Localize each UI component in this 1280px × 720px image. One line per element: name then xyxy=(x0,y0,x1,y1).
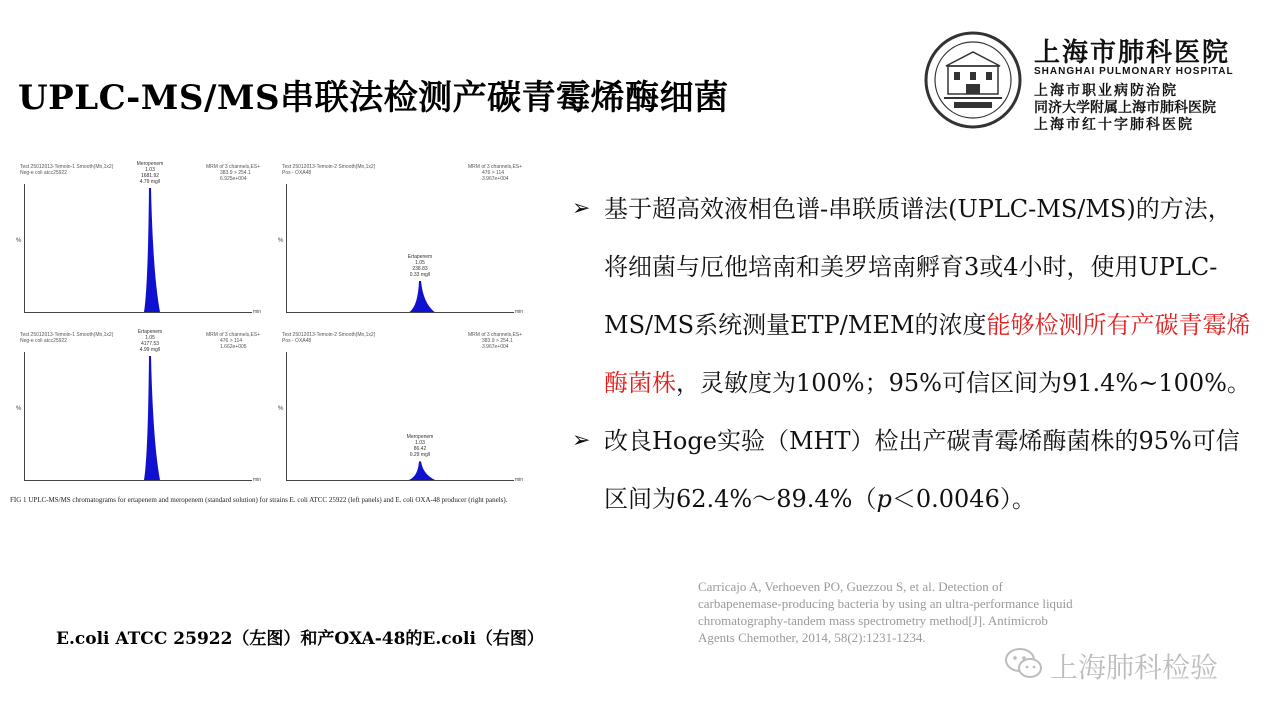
watermark-text: 上海肺科检验 xyxy=(1050,651,1219,684)
panel-header-right-3: 6.925e+004 xyxy=(220,176,247,182)
chromatogram-panel xyxy=(10,328,262,488)
chromatogram-panel xyxy=(272,328,524,488)
hospital-alt-name-2: 同济大学附属上海市肺科医院 xyxy=(1034,100,1216,116)
peak-annotation xyxy=(128,329,172,353)
x-axis-label: min xyxy=(515,309,524,315)
panel-header-left-2: Neg-e coli atcc25922 xyxy=(20,338,67,344)
peak-name: Meropenem xyxy=(136,161,164,167)
panel-header-right-3: 3.967e+004 xyxy=(482,176,509,182)
panel-header-right-2: 383.9 > 254.1 xyxy=(220,170,251,176)
peak-area: 238.83 xyxy=(412,266,428,272)
chromatogram-plot xyxy=(272,160,523,320)
hospital-alt-name-1: 上海市职业病防治院 xyxy=(1034,83,1178,99)
chromatogram-plot xyxy=(272,328,523,488)
wechat-icon xyxy=(1004,646,1044,682)
hospital-seal-icon xyxy=(918,30,1028,130)
y-axis-label: % xyxy=(278,238,284,244)
bullet-text: 基于超高效液相色谱-串联质谱法(UPLC-MS/MS)的方法，将细菌与厄他培南和美罗培南孵育3或4小时，使用UPLC-MS/MS系统测量ETP/MEM的浓度 xyxy=(604,195,1232,339)
peak-name: Meropenem xyxy=(406,434,434,441)
panel-header-right-3: 3.967e+004 xyxy=(482,344,509,350)
arrow-bullet-icon: ➢ xyxy=(572,428,591,453)
panel-header-left-1: Test 25012013-Temoin-2 Smooth(Mn,1x2) xyxy=(282,332,376,338)
panel-header-left-1: Test 25012013-Temoin-2 Smooth(Mn,1x2) xyxy=(282,164,376,170)
peak-annotation xyxy=(398,254,442,278)
bullet-item-mht xyxy=(572,412,1252,528)
peak-annotation xyxy=(128,161,172,185)
bullet-item-uplc xyxy=(572,180,1252,412)
y-axis-label: % xyxy=(16,406,22,412)
panel-header-left-1: Test 25012013-Temoin-1 Smooth(Mn,1x2) xyxy=(20,164,114,170)
peak-time: 1.03 xyxy=(415,440,425,447)
x-axis-label: min xyxy=(253,477,262,483)
panel-header-right-1: MRM of 3 channels,ES+ xyxy=(468,164,523,170)
bullet-list xyxy=(572,180,1252,528)
chromatogram-figure xyxy=(10,160,530,520)
panel-header-right-2: 476 > 114 xyxy=(220,338,243,344)
peak-area: 1681.92 xyxy=(140,173,160,179)
x-axis-label: min xyxy=(515,477,524,483)
bullet-text: 改良Hoge实验（MHT）检出产碳青霉烯酶菌株的95%可信区间为62.4%～89.4%（ xyxy=(604,427,1240,513)
x-axis-label: min xyxy=(253,309,262,315)
peak-conc: 0.33 mg/l xyxy=(409,272,431,278)
bullet-text: ＜0.0046）。 xyxy=(891,485,1036,513)
p-value-symbol: p xyxy=(876,485,892,513)
panel-header-right-2: 476 > 114 xyxy=(482,170,505,176)
chromatogram-peak xyxy=(409,461,435,480)
peak-name: Ertapenem xyxy=(407,254,433,260)
hospital-chinese-name: 上海市肺科医院 xyxy=(1034,38,1231,68)
hospital-alt-name-3: 上海市红十字肺科医院 xyxy=(1034,117,1194,133)
hospital-english-name: SHANGHAI PULMONARY HOSPITAL xyxy=(1034,66,1234,77)
peak-time: 1.05 xyxy=(415,260,425,266)
citation-reference: Carricajo A, Verhoeven PO, Guezzou S, et al. Detection of carbapenemase-producing bacteria by using an ultra-performance liquid chromatography-tandem mass spectrometry method[J]. Antimicrob Agents Chemother, 2014, 58(2):1231-1234. xyxy=(698,579,1073,645)
chromatogram-panel xyxy=(272,160,524,320)
peak-conc: 0.29 mg/l xyxy=(409,452,431,459)
bullet-text: ，灵敏度为100%；95%可信区间为91.4%~100%。 xyxy=(676,369,1251,397)
chromatogram-peak xyxy=(144,188,160,312)
panel-header-right-1: MRM of 3 channels,ES+ xyxy=(468,332,523,338)
panel-header-right-1: MRM of 3 channels,ES+ xyxy=(206,332,261,338)
peak-time: 1.05 xyxy=(145,335,155,341)
peak-annotation xyxy=(398,434,442,458)
figure-caption: FIG 1 UPLC-MS/MS chromatograms for ertapenem and meropenem (standard solution) for strains E. coli ATCC 25922 (left panels) and E. coli OXA-48 producer (right panels). xyxy=(10,496,508,504)
chromatogram-peak xyxy=(144,356,160,480)
figure-label: E.coli ATCC 25922（左图）和产OXA-48的E.coli（右图） xyxy=(56,629,544,649)
peak-area: 86.42 xyxy=(413,446,427,453)
peak-time: 1.03 xyxy=(145,167,155,173)
panel-header-left-2: Pos - OXA48 xyxy=(282,338,312,344)
hospital-logo xyxy=(918,30,1248,133)
panel-header-right-2: 383.9 > 254.1 xyxy=(482,338,513,344)
peak-conc: 4.79 mg/l xyxy=(139,179,161,185)
highlight-text: 能够检测所有产碳青霉烯酶菌株 xyxy=(604,311,1251,397)
panel-header-left-2: Pos - OXA48 xyxy=(282,170,312,176)
chromatogram-peak xyxy=(410,281,435,312)
panel-header-left-1: Test 25012013-Temoin-1 Smooth(Mn,1x2) xyxy=(20,332,114,338)
arrow-bullet-icon: ➢ xyxy=(572,196,591,221)
peak-area: 4177.53 xyxy=(140,341,160,347)
slide-title: UPLC-MS/MS串联法检测产碳青霉烯酶细菌 xyxy=(18,78,729,118)
watermark xyxy=(1004,640,1254,690)
y-axis-label: % xyxy=(16,238,22,244)
panel-header-right-1: MRM of 3 channels,ES+ xyxy=(206,164,261,170)
peak-conc: 4.99 mg/l xyxy=(139,347,161,353)
peak-name: Ertapenem xyxy=(137,329,163,335)
panel-header-left-2: Neg-e coli atcc25922 xyxy=(20,170,67,176)
y-axis-label: % xyxy=(278,406,284,412)
chromatogram-panel xyxy=(10,160,262,320)
panel-header-right-3: 1.662e+005 xyxy=(220,344,247,350)
